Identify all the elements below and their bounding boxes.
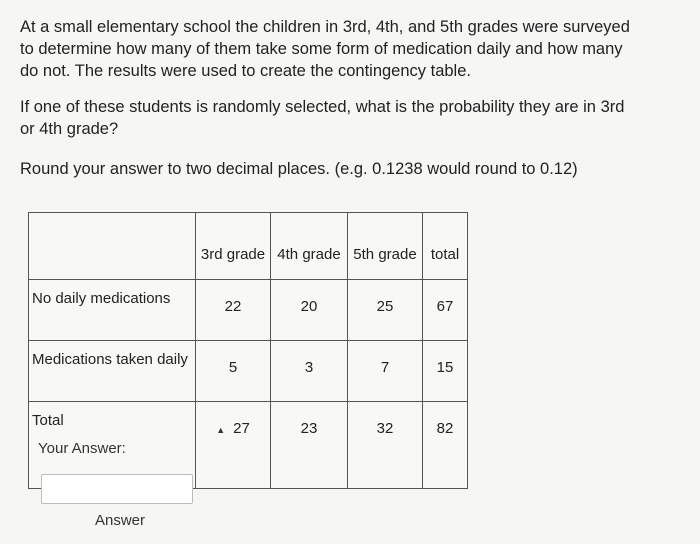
table-cell: 5 [196, 341, 271, 402]
table-cell: 20 [271, 280, 348, 341]
your-answer-label: Your Answer: [38, 440, 126, 457]
rounding-instructions: Round your answer to two decimal places. (e.g. 0.1238 would round to 0.12) [20, 160, 578, 178]
table-header-corner [29, 213, 196, 280]
table-cell: 15 [423, 341, 468, 402]
table-header-4th-grade: 4th grade [271, 213, 348, 280]
table-cell: 32 [348, 402, 423, 489]
question-intro: At a small elementary school the children in 3rd, 4th, and 5th grades were surveyed to determine how many of them take some form of medication daily and how many do not. The results were used to create the contingency table. [20, 18, 630, 80]
table-cell: 7 [348, 341, 423, 402]
row-label: Total [29, 402, 196, 489]
table-cell: 82 [423, 402, 468, 489]
table-header-3rd-grade: 3rd grade [196, 213, 271, 280]
cursor-arrow-icon: ▲ [216, 425, 226, 435]
question-text [20, 16, 640, 194]
table-cell: 25 [348, 280, 423, 341]
row-label: No daily medications [29, 280, 196, 341]
table-cell: 67 [423, 280, 468, 341]
table-header-5th-grade: 5th grade [348, 213, 423, 280]
table-cell [196, 402, 271, 489]
table-row [29, 280, 468, 341]
table-row [29, 341, 468, 402]
table-header-total: total [423, 213, 468, 280]
table-header-row [29, 213, 468, 280]
table-cell-value: 27 [233, 420, 250, 437]
table-cell: 22 [196, 280, 271, 341]
table-cell: 3 [271, 341, 348, 402]
question-prompt: If one of these students is randomly selected, what is the probability they are in 3rd or 4th grade? [20, 98, 625, 138]
answer-input[interactable] [41, 474, 193, 504]
row-label: Medications taken daily [29, 341, 196, 402]
answer-caption: Answer [95, 512, 146, 529]
table-cell: 23 [271, 402, 348, 489]
